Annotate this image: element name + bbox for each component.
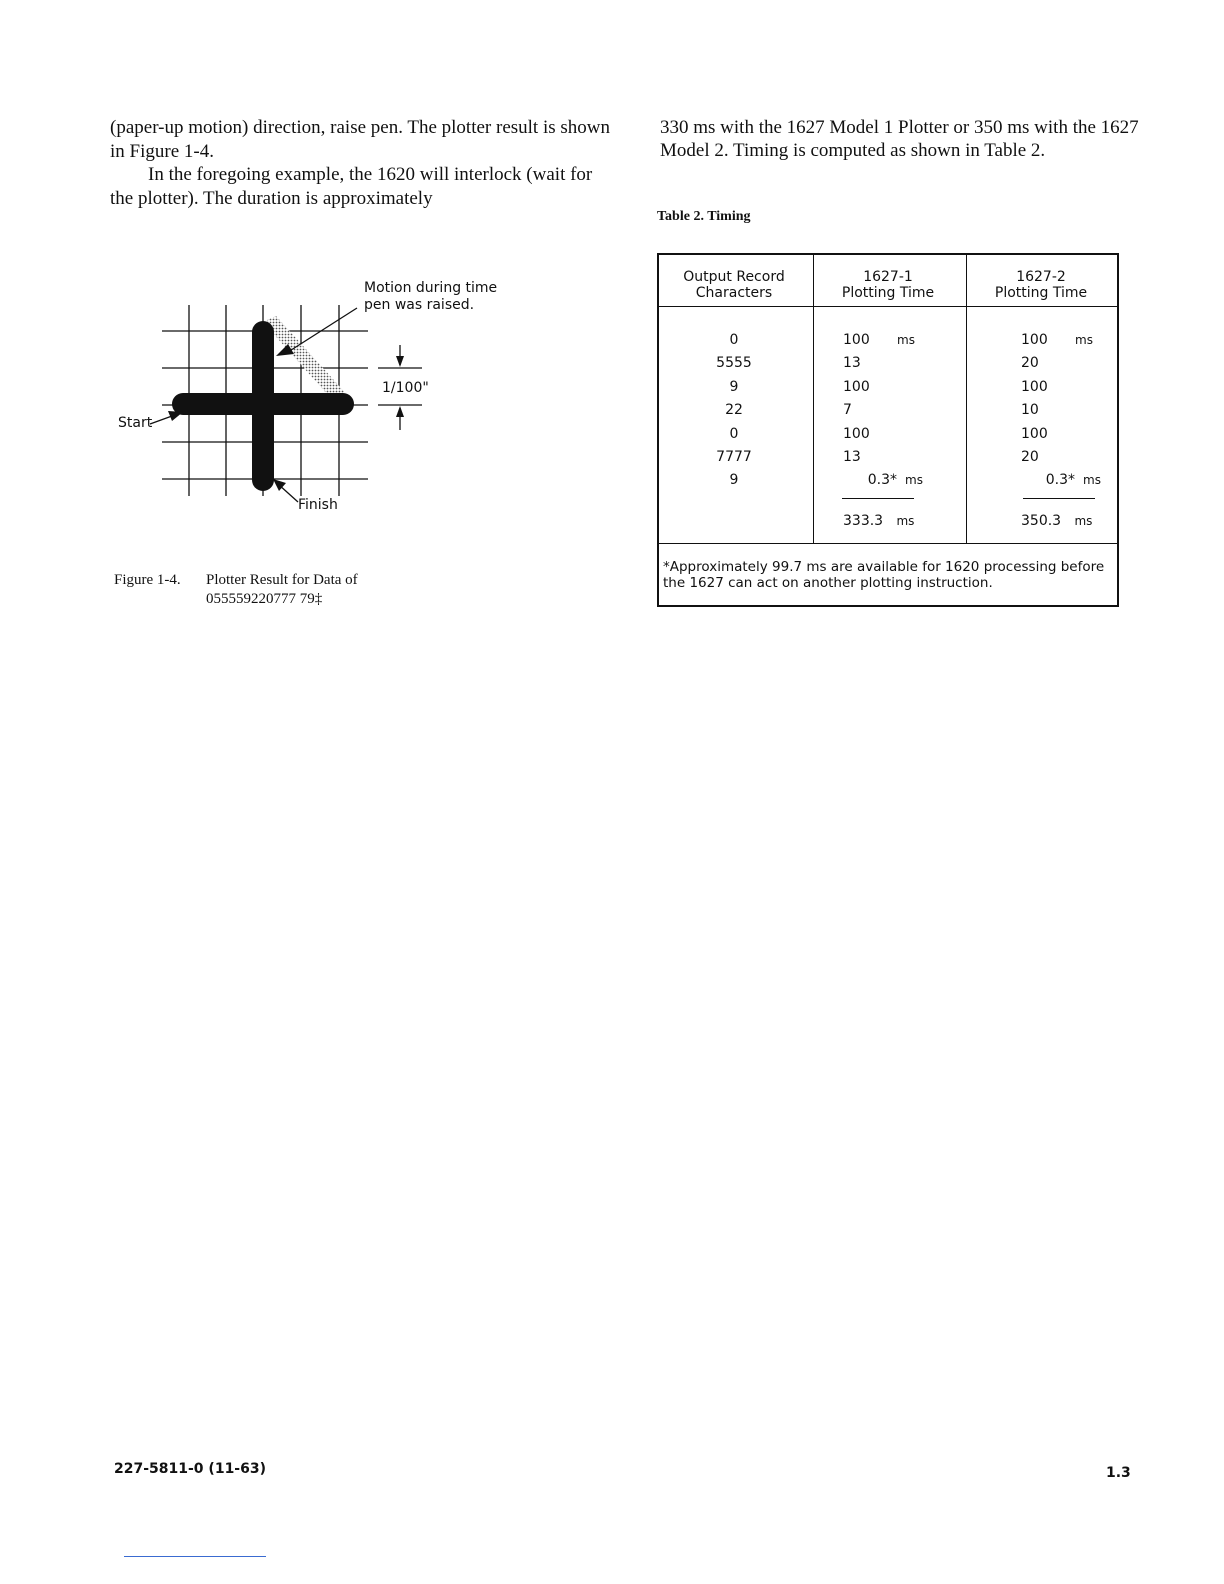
figure-caption	[114, 571, 358, 609]
page-number: 1.3	[1106, 1465, 1131, 1481]
caption-number: Figure 1-4.	[114, 572, 181, 588]
table-cell-1627-2: 100 ms	[1021, 332, 1093, 348]
table-cell-1627-2: 0.3* ms	[1045, 472, 1101, 489]
table-cell-1627-1: 13	[843, 355, 861, 372]
total-1627-1: 333.3 ms	[843, 513, 915, 529]
right-column-text	[660, 116, 1160, 162]
table-footnote: *Approximately 99.7 ms are available for 1620 processing before the 1627 can act on another plotting instruction.	[663, 559, 1105, 591]
header-output-record: Output Record Characters	[683, 269, 785, 301]
table-cell-characters: 22	[725, 402, 743, 419]
table-title: Table 2. Timing	[657, 209, 751, 224]
table-cell-characters: 0	[729, 332, 739, 348]
label-finish: Finish	[298, 497, 338, 513]
total-1627-2: 350.3 ms	[1021, 513, 1093, 529]
paragraph: (paper-up motion) direction, raise pen. The plotter result is shown in Figure 1-4.	[110, 117, 611, 162]
label-motion-line2: pen was raised.	[364, 297, 475, 313]
table-cell-1627-1: 0.3* ms	[867, 472, 923, 489]
table-cell-1627-1: 100	[843, 425, 870, 442]
table-cell-1627-2: 100	[1021, 425, 1048, 442]
label-motion-line1: Motion during time	[364, 280, 498, 296]
caption-text: Plotter Result for Data of	[206, 572, 358, 588]
left-column-text	[110, 116, 610, 210]
table-cell-1627-1: 100	[843, 378, 870, 395]
table-cell-1627-2: 100	[1021, 378, 1048, 395]
label-increment: 1/100"	[382, 380, 429, 396]
table-cell-characters: 7777	[716, 449, 752, 465]
caption-data: 055559220777 79‡	[206, 591, 323, 607]
table-cell-1627-1: 100 ms	[843, 332, 915, 348]
header-1627-2: 1627-2 Plotting Time	[994, 269, 1088, 301]
header-1627-1: 1627-1 Plotting Time	[841, 269, 935, 301]
bottom-rule	[124, 1556, 266, 1557]
paragraph: 330 ms with the 1627 Model 1 Plotter or 350 ms with the 1627 Model 2. Timing is computed as shown in Table 2.	[660, 117, 1139, 161]
figure-plotter-result	[110, 270, 530, 530]
table-cell-1627-2: 20	[1021, 449, 1039, 465]
table-cell-characters: 0	[729, 425, 739, 442]
table-cell-1627-1: 13	[843, 449, 861, 465]
document-number: 227-5811-0 (11-63)	[114, 1461, 266, 1477]
label-start: Start	[118, 415, 153, 431]
table-cell-characters: 5555	[716, 355, 752, 372]
pen-raised-path	[263, 316, 350, 404]
table-cell-characters: 9	[729, 472, 739, 489]
table-cell-1627-2: 10	[1021, 402, 1039, 419]
timing-table	[657, 253, 1119, 607]
table-cell-characters: 9	[729, 378, 739, 395]
table-cell-1627-1: 7	[843, 402, 852, 419]
paragraph: In the foregoing example, the 1620 will interlock (wait for the plotter). The duration is approximately	[110, 164, 593, 209]
table-cell-1627-2: 20	[1021, 355, 1039, 372]
